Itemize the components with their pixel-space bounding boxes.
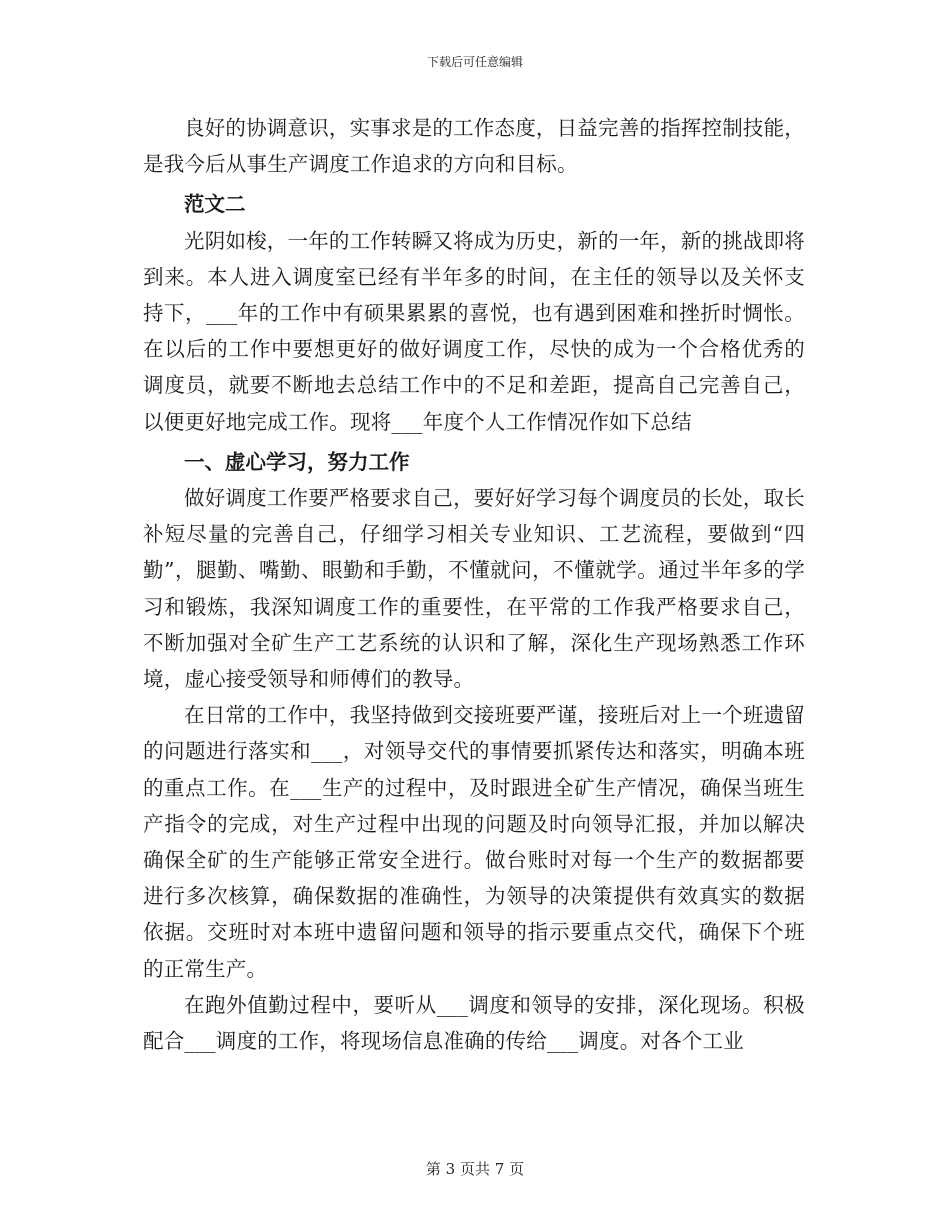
page-number: 第 3 页共 7 页: [425, 1160, 525, 1178]
section-title: 范文二: [184, 192, 246, 217]
paragraph-field-duty: 在跑外值勤过程中，要听从___调度和领导的安排，深化现场。积极配合___调度的工作，将现场信息准确的传给___调度。对各个工业: [143, 992, 805, 1054]
subsection-heading: 一、虚心学习，努力工作: [184, 449, 410, 474]
paragraph-intro: 光阴如梭，一年的工作转瞬又将成为历史，新的一年，新的挑战即将到来。本人进入调度室已经有半年多的时间，在主任的领导以及关怀支持下，___年的工作中有硕果累累的喜悦，也有遇到困难和挫折时惆怅。在以后的工作中要想更好的做好调度工作，尽快的成为一个合格优秀的调度员，就要不断地去总结工作中的不足和差距，提高自己完善自己，以便更好地完成工作。现将___年度个人工作情况作如下总结: [143, 228, 805, 434]
paragraph-learning: 做好调度工作要严格要求自己，要好好学习每个调度员的长处，取长补短尽量的完善自己，仔细学习相关专业知识、工艺流程，要做到“四勤”，腿勤、嘴勤、眼勤和手勤，不懂就问，不懂就学。通过半年多的学习和锻炼，我深知调度工作的重要性，在平常的工作我严格要求自己，不断加强对全矿生产工艺系统的认识和了解，深化生产现场熟悉工作环境，虚心接受领导和师傅们的教导。: [143, 486, 805, 692]
document-body: [143, 110, 805, 1059]
page-header: 下载后可任意编辑: [426, 55, 523, 69]
paragraph-daily-work: 在日常的工作中，我坚持做到交接班要严谨，接班后对上一个班遗留的问题进行落实和___，对领导交代的事情要抓紧传达和落实，明确本班的重点工作。在___生产的过程中，及时跟进全矿生产情况，确保当班生产指令的完成，对生产过程中出现的问题及时向领导汇报，并加以解决确保全矿的生产能够正常安全进行。做台账时对每一个生产的数据都要进行多次核算，确保数据的准确性，为领导的决策提供有效真实的数据依据。交班时对本班中遗留问题和领导的指示要重点交代，确保下个班的正常生产。: [143, 703, 805, 981]
paragraph-continuation: 良好的协调意识，实事求是的工作态度，日益完善的指挥控制技能，是我今后从事生产调度工作追求的方向和目标。: [143, 116, 805, 177]
